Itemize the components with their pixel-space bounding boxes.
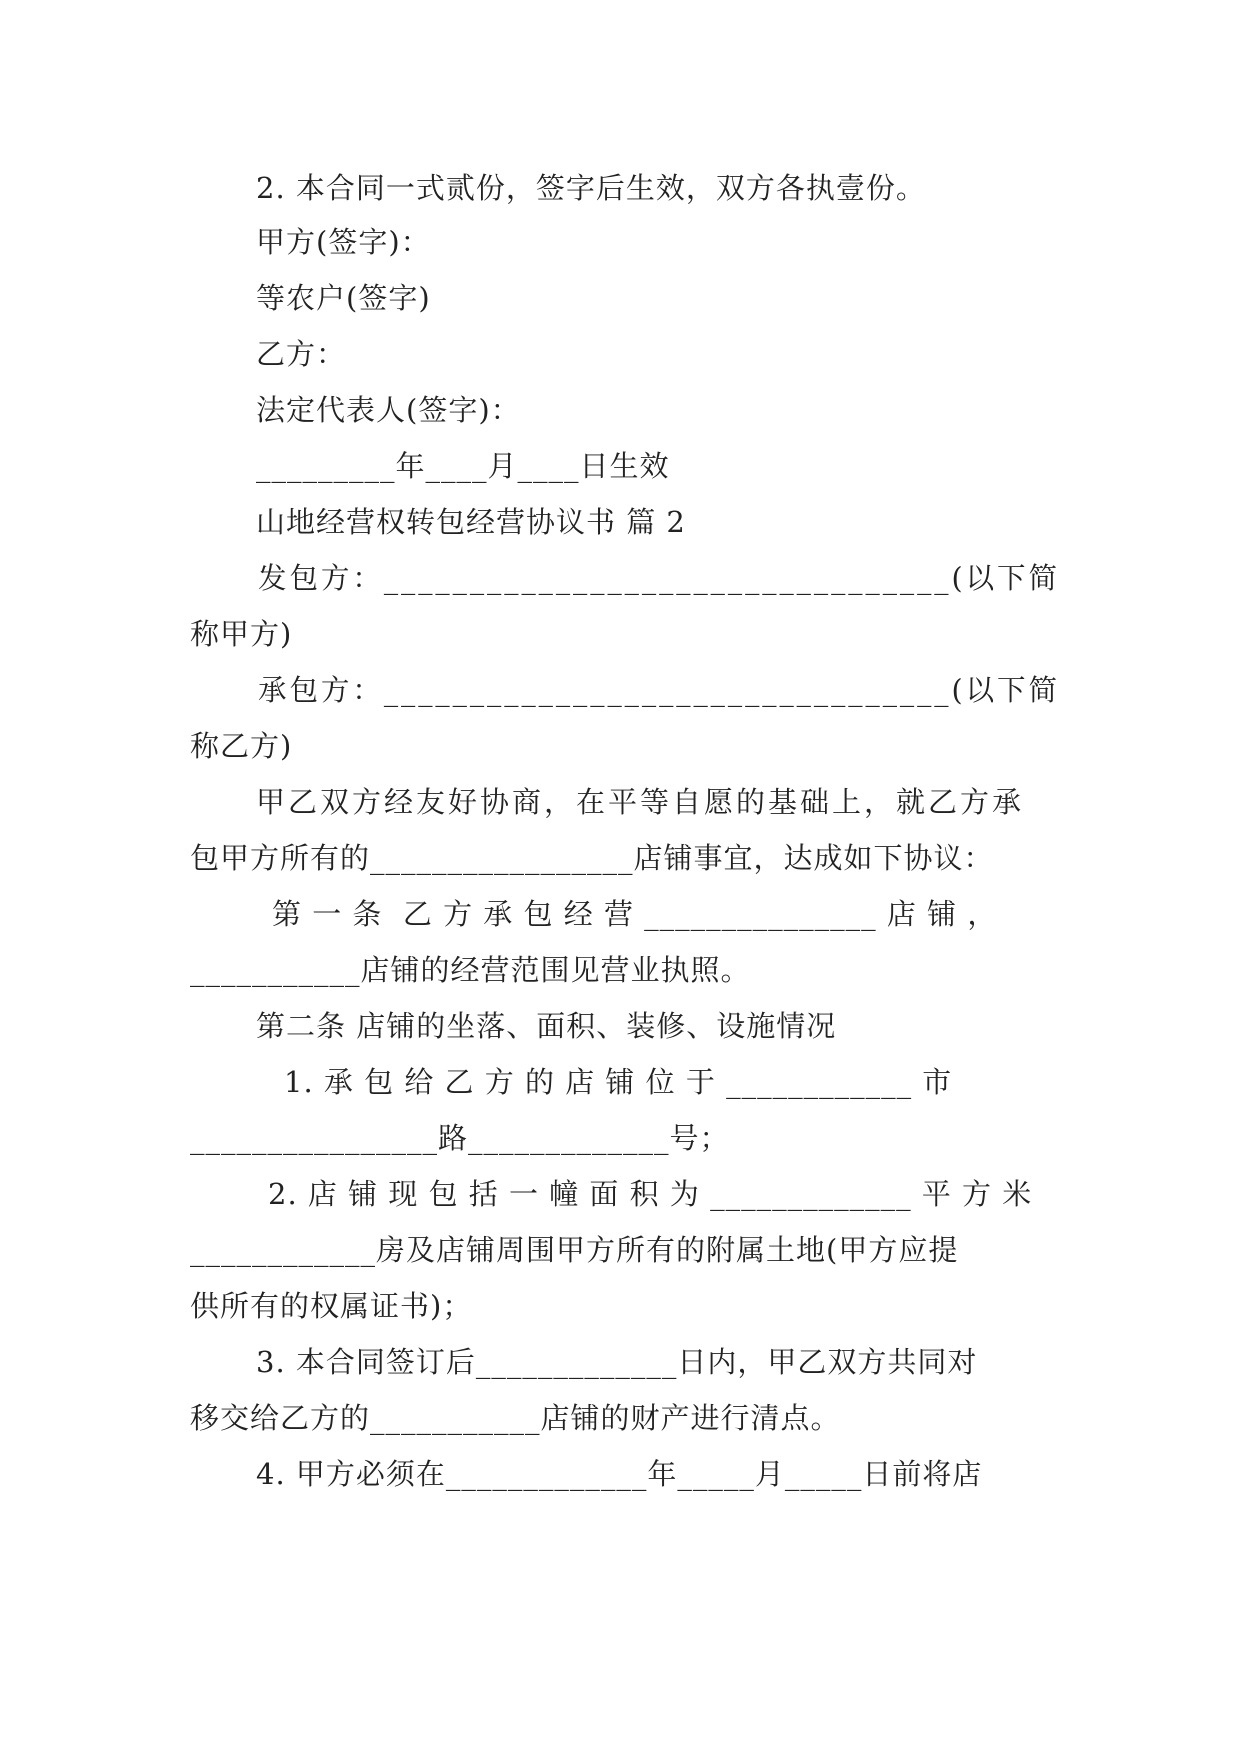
contractor-issuer-line: 发包方：_________________________________(以下简 bbox=[258, 561, 1060, 595]
effective-date-line: _________年____月____日生效 bbox=[256, 449, 670, 483]
article-2-item-2-line-1: 2. 店 铺 现 包 括 一 幢 面 积 为 _____________ 平 方 米 bbox=[268, 1177, 1033, 1211]
section-title: 山地经营权转包经营协议书 篇 2 bbox=[256, 505, 686, 539]
article-2-item-2-line-3: 供所有的权属证书)； bbox=[190, 1289, 473, 1323]
article-2-item-2-line-2: ____________房及店铺周围甲方所有的附属土地(甲方应提 bbox=[190, 1233, 959, 1267]
contractor-line: 承包方：_________________________________(以下简 bbox=[258, 673, 1060, 707]
article-2-item-3-line-1: 3. 本合同签订后_____________日内，甲乙双方共同对 bbox=[256, 1345, 978, 1379]
clause-2-copies: 2. 本合同一式贰份，签字后生效，双方各执壹份。 bbox=[256, 171, 926, 205]
article-1-line-1: 第 一 条 乙 方 承 包 经 营 _______________ 店 铺 ， bbox=[272, 897, 998, 931]
party-a-signature: 甲方(签字)： bbox=[256, 225, 431, 259]
legal-rep-signature: 法定代表人(签字)： bbox=[256, 393, 521, 427]
article-2-item-1-line-2: ________________路_____________号； bbox=[190, 1121, 730, 1155]
article-2-item-3-line-2: 移交给乙方的___________店铺的财产进行清点。 bbox=[190, 1401, 841, 1435]
preamble-line-1: 甲乙双方经友好协商，在平等自愿的基础上，就乙方承 bbox=[256, 785, 1025, 819]
article-2-item-1-line-1: 1. 承 包 给 乙 方 的 店 铺 位 于 ____________ 市 bbox=[284, 1065, 953, 1099]
article-1-line-2: ___________店铺的经营范围见营业执照。 bbox=[190, 953, 751, 987]
preamble-line-2: 包甲方所有的_________________店铺事宜，达成如下协议： bbox=[190, 841, 994, 875]
party-b-label: 乙方： bbox=[256, 337, 347, 371]
farmers-signature: 等农户(签字) bbox=[256, 281, 431, 315]
contractor-continued: 称乙方) bbox=[190, 729, 293, 763]
contractor-issuer-continued: 称甲方) bbox=[190, 617, 293, 651]
article-2-item-4-line-1: 4. 甲方必须在_____________年_____月_____日前将店 bbox=[256, 1457, 983, 1491]
article-2-heading: 第二条 店铺的坐落、面积、装修、设施情况 bbox=[256, 1009, 837, 1043]
